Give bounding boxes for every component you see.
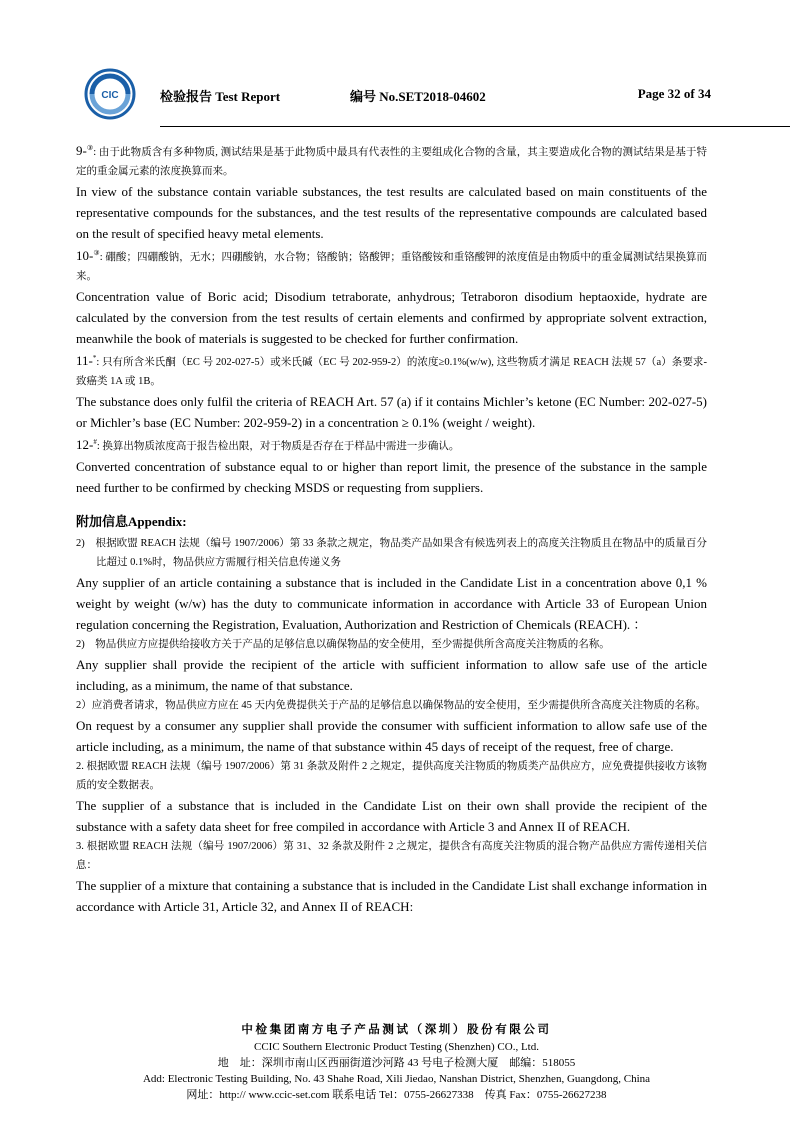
note-paragraph-en	[76, 391, 707, 433]
report-title: 检验报告 Test Report	[160, 89, 281, 104]
note-number: 11-	[76, 353, 93, 368]
report-footer	[0, 1022, 793, 1103]
note-text: : 由于此物质含有多种物质, 测试结果是基于此物质中最具有代表性的主要组成化合物的含量，其主要造成化合物的测试结果是基于特定的重金属元素的浓度换算而来。	[76, 147, 707, 177]
appendix-paragraph-en: The supplier of a substance that is included in the Candidate List on their own shall provide the recipient of the substance with a safety data sheet for free compiled in accordance with Article 3 and Annex II of REACH.	[76, 798, 707, 834]
note-text: : 硼酸；四硼酸钠，无水；四硼酸钠，水合物；铬酸钠；铬酸钾；重铬酸铵和重铬酸钾的浓度值是由物质中的重金属测试结果换算而来。	[76, 252, 707, 282]
appendix-paragraph-cn: 3. 根据欧盟 REACH 法规（编号 1907/2006）第 31、32 条款及附件 2 之规定，提供含有高度关注物质的混合物产品供应方需传递相关信息：	[76, 841, 707, 871]
note-number: 9-	[76, 143, 87, 158]
footer-address-cn: 地 址：深圳市南山区西丽街道沙河路 43 号电子检测大厦 邮编：518055	[217, 1057, 576, 1069]
note-paragraph-en	[76, 181, 707, 244]
appendix-paragraph-cn: 2. 根据欧盟 REACH 法规（编号 1907/2006）第 31 条款及附件 2 之规定，提供高度关注物质的物质类产品供应方，应免费提供接收方该物质的安全数据表。	[76, 761, 707, 791]
report-number: 编号 No.SET2018-04602	[350, 89, 486, 104]
appendix-paragraph-cn: 2) 物品供应方应提供给接收方关于产品的足够信息以确保物品的安全使用，至少需提供所含高度关注物质的名称。	[76, 639, 610, 650]
note-text: : 换算出物质浓度高于报告检出限，对于物质是否存在于样品中需进一步确认。	[96, 441, 460, 452]
report-body	[76, 139, 707, 917]
appendix-title: 附加信息Appendix:	[76, 514, 187, 529]
note-paragraph-cn	[76, 139, 707, 181]
report-header	[84, 68, 714, 120]
appendix-paragraph-en: Any supplier shall provide the recipient of the article with sufficient information to allow safe use of the article including, as a minimum, the name of that substance.	[76, 657, 707, 693]
appendix-paragraph-en: Any supplier of an article containing a substance that is included in the Candidate List in a concentration above 0,1 % weight by weight (w/w) has the duty to communicate information in accordance with Article 33 of European Union regulation concerning the Registration, Evaluation, Authorization and Restriction of Chemicals (REACH). ：	[76, 575, 707, 632]
ccic-logo-icon	[84, 68, 136, 120]
note-marker: ③	[93, 249, 100, 257]
footer-address-en: Add: Electronic Testing Building, No. 43 Shahe Road, Xili Jiedao, Nanshan District, Shenzhen, Guangdong, China	[142, 1073, 651, 1085]
appendix-paragraph-cn: 2) 根据欧盟 REACH 法规（编号 1907/2006）第 33 条款之规定，物品类产品如果含有候选列表上的高度关注物质且在物品中的质量百分比超过 0.1%时，物品供应方需履行相关信息传递义务	[76, 538, 707, 568]
note-text: In view of the substance contain variable substances, the test results are calculated based on main constituents of the representative compounds for the substances, and the test results of the representative compounds are calculated based on the result of specified heavy metal elements.	[76, 184, 707, 241]
note-paragraph-cn	[76, 433, 707, 456]
note-text: : 只有所含米氏酮（EC 号 202-027-5）或米氏碱（EC 号 202-959-2）的浓度≥0.1%(w/w), 这些物质才满足 REACH 法规 57（a）条要求-致癌类 1A 或 1B。	[76, 357, 707, 387]
note-text: Converted concentration of substance equal to or higher than report limit, the presence of the substance in the sample need further to be confirmed by checking MSDS or requesting from suppliers.	[76, 459, 707, 495]
footer-company-en: CCIC Southern Electronic Product Testing (Shenzhen) CO., Ltd.	[254, 1041, 539, 1053]
note-number: 10-	[76, 248, 94, 263]
footer-company-cn: 中检集团南方电子产品测试（深圳）股份有限公司	[241, 1024, 552, 1036]
appendix-paragraph-en: The supplier of a mixture that containing a substance that is included in the Candidate List shall exchange information in accordance with Article 31, Article 32, and Annex II of REACH:	[76, 878, 707, 914]
appendix-paragraph-en: On request by a consumer any supplier shall provide the consumer with sufficient information to allow safe use of the article including, as a minimum, the name of that substance within 45 days of receipt of the request, free of charge.	[76, 718, 707, 754]
note-paragraph-cn	[76, 349, 707, 391]
appendix-section	[76, 534, 707, 917]
note-marker: *	[92, 354, 97, 362]
note-text: Concentration value of Boric acid; Disodium tetraborate, anhydrous; Tetraboron disodium heptaoxide, hydrate are calculated by the conversion from the test results of certain elements and confirmed by appropriate solvent extraction, meanwhile the book of materials is suggested to be checked for further confirmation.	[76, 289, 707, 346]
header-divider	[160, 126, 790, 127]
note-paragraph-en	[76, 286, 707, 349]
notes-section	[76, 139, 707, 498]
note-marker: ③	[86, 144, 94, 152]
note-text: The substance does only fulfil the criteria of REACH Art. 57 (a) if it contains Michler’s ketone (EC Number: 202-027-5) or Michler’s base (EC Number: 202-959-2) in a concentration ≥ 0.1% (weight / weight).	[76, 394, 707, 430]
note-marker: #	[93, 438, 97, 446]
page-number: Page 32 of 34	[637, 86, 711, 101]
note-paragraph-cn	[76, 244, 707, 286]
appendix-paragraph-cn: 2）应消费者请求，物品供应方应在 45 天内免费提供关于产品的足够信息以确保物品的安全使用，至少需提供所含高度关注物质的名称。	[76, 700, 706, 711]
note-number: 12-	[76, 437, 94, 452]
svg-text:CIC: CIC	[101, 90, 119, 101]
note-paragraph-en	[76, 456, 707, 498]
footer-contact: 网址：http:// www.ccic-set.com 联系电话 Tel：0755-26627338 传真 Fax：0755-26627238	[186, 1089, 607, 1101]
